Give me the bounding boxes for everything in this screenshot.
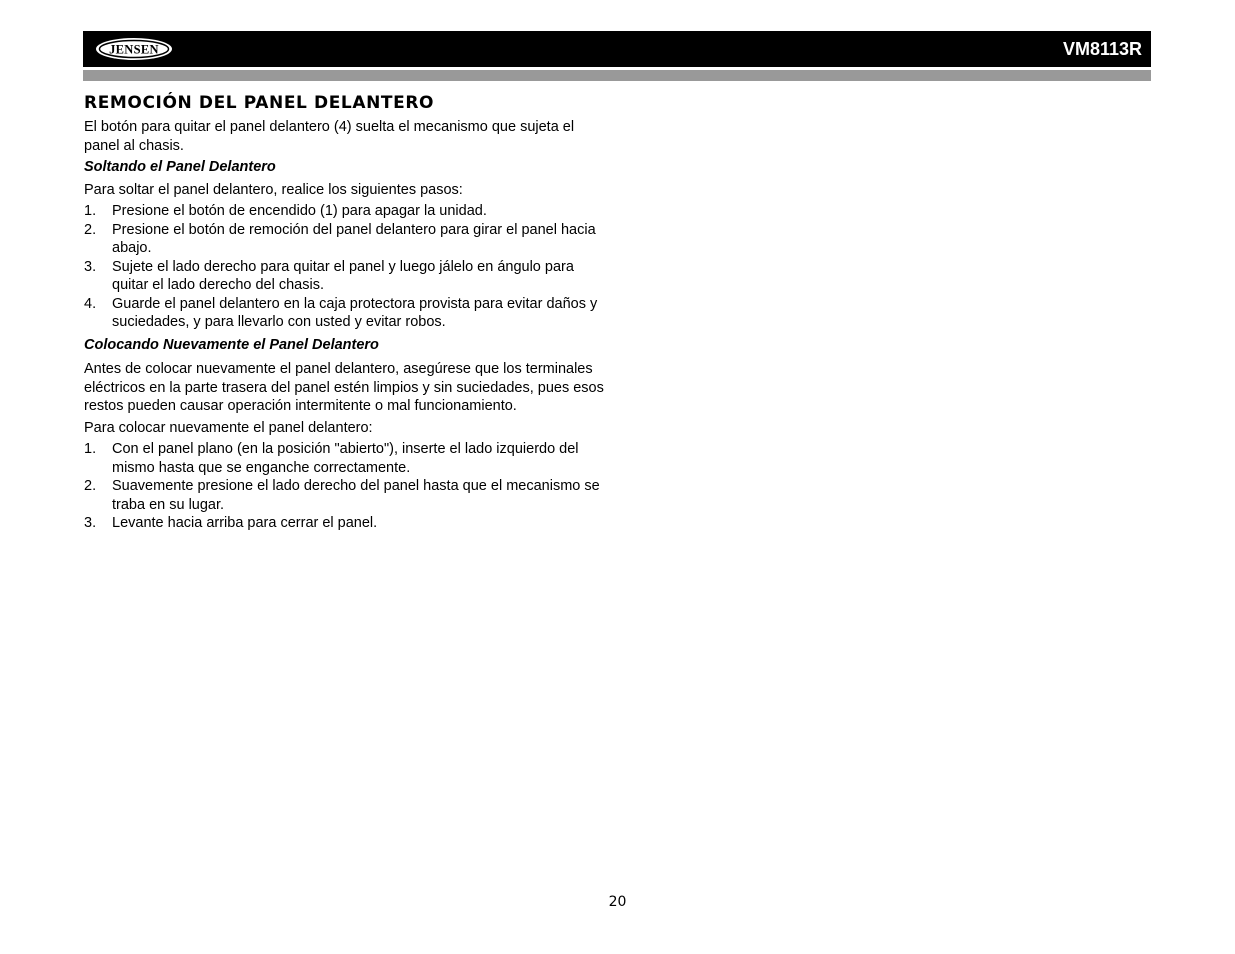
main-content bbox=[84, 92, 609, 537]
release-lead: Para soltar el panel delantero, realice los siguientes pasos: bbox=[84, 181, 463, 198]
step-text: Levante hacia arriba para cerrar el panel. bbox=[112, 515, 378, 531]
header-bar bbox=[83, 31, 1151, 67]
section-title: REMOCIÓN DEL PANEL DELANTERO bbox=[84, 93, 435, 113]
reattach-steps bbox=[84, 440, 609, 533]
step-number: 2. bbox=[84, 478, 97, 494]
jensen-logo bbox=[95, 37, 173, 61]
step-number: 1. bbox=[84, 203, 97, 219]
list-item bbox=[84, 440, 609, 477]
intro-paragraph: El botón para quitar el panel delantero (4) suelta el mecanismo que sujeta el panel al chasis. bbox=[84, 119, 575, 154]
reattach-lead: Para colocar nuevamente el panel delantero: bbox=[84, 419, 373, 436]
step-number: 4. bbox=[84, 295, 97, 312]
page-number: 20 bbox=[608, 894, 627, 910]
list-item bbox=[84, 202, 609, 221]
step-text: Guarde el panel delantero en la caja protectora provista para evitar daños y suciedades, y para llevarlo con usted y evitar robos. bbox=[112, 295, 598, 330]
list-item bbox=[84, 295, 609, 332]
step-text: Suavemente presione el lado derecho del panel hasta que el mecanismo se traba en su lugar. bbox=[112, 478, 600, 513]
step-number: 1. bbox=[84, 441, 97, 457]
list-item bbox=[84, 514, 609, 533]
step-number: 3. bbox=[84, 515, 97, 531]
reattach-heading: Colocando Nuevamente el Panel Delantero bbox=[84, 336, 379, 353]
release-heading: Soltando el Panel Delantero bbox=[84, 159, 276, 175]
release-steps bbox=[84, 202, 609, 332]
step-text: Con el panel plano (en la posición "abierto"), inserte el lado izquierdo del mismo hasta que se enganche correctamente. bbox=[112, 441, 579, 476]
model-number: VM8113R bbox=[1062, 39, 1142, 59]
step-number: 3. bbox=[84, 258, 97, 275]
step-text: Presione el botón de encendido (1) para apagar la unidad. bbox=[112, 203, 487, 219]
header-rule bbox=[83, 70, 1151, 81]
step-text: Sujete el lado derecho para quitar el panel y luego jálelo en ángulo para quitar el lado derecho del chasis. bbox=[112, 258, 574, 293]
list-item bbox=[84, 221, 609, 258]
step-text: Presione el botón de remoción del panel delantero para girar el panel hacia abajo. bbox=[112, 221, 596, 256]
reattach-paragraph: Antes de colocar nuevamente el panel delantero, asegúrese que los terminales eléctricos en la parte trasera del panel estén limpios y sin suciedades, pues esos restos pueden causar operación intermitente o mal funcionamiento. bbox=[84, 361, 604, 414]
list-item bbox=[84, 477, 609, 514]
step-number: 2. bbox=[84, 221, 97, 238]
list-item bbox=[84, 258, 609, 295]
logo-text: JENSEN bbox=[109, 42, 159, 57]
